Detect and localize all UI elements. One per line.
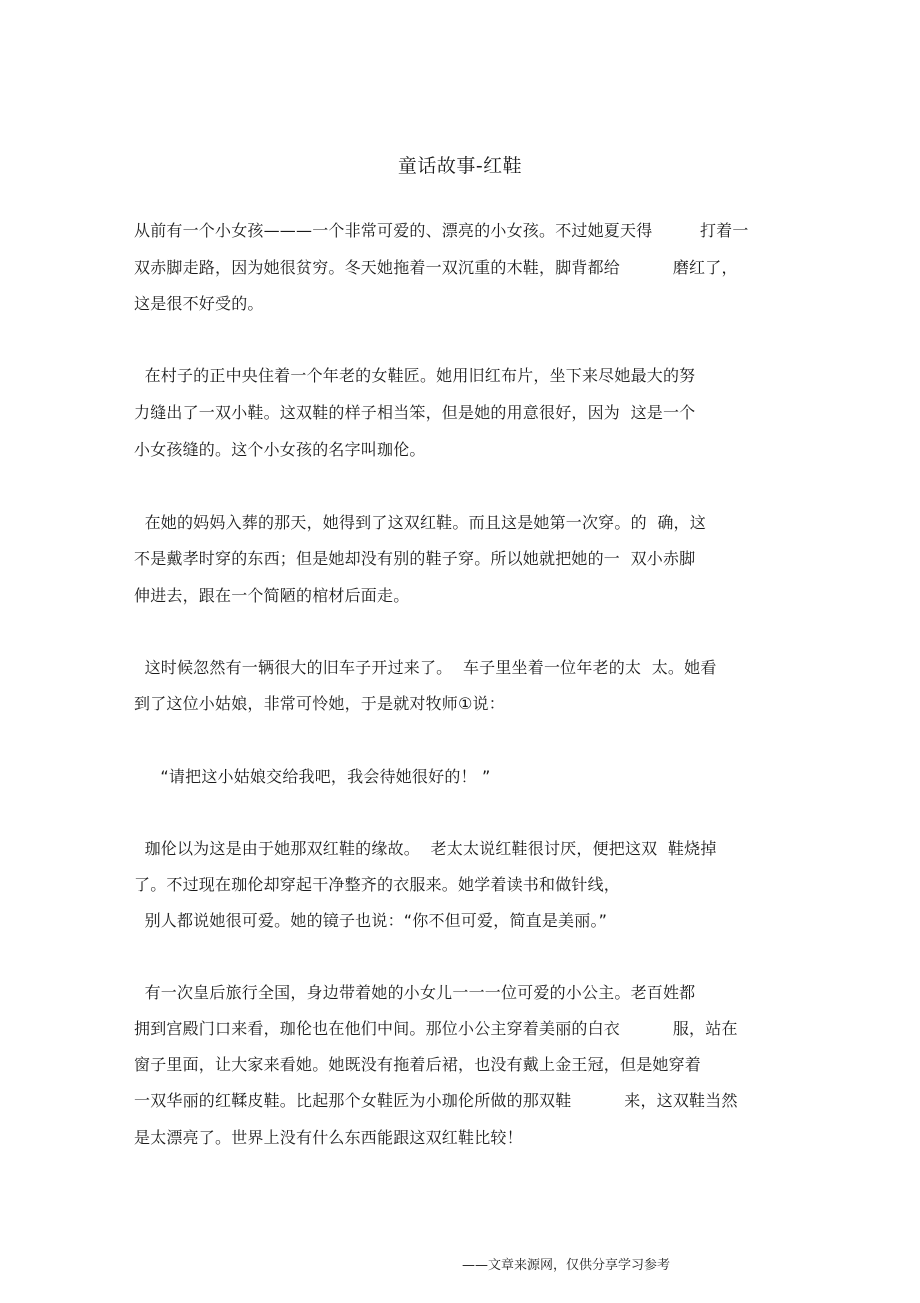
paragraph-7-line-2: 拥到宫殿门口来看，珈伦也在他们中间。那位小公主穿着美丽的白衣 服，站在 xyxy=(134,1019,738,1038)
paragraph-2-line-2: 力缝出了一双小鞋。这双鞋的样子相当笨，但是她的用意很好，因为 这是一个 xyxy=(134,403,696,422)
paragraph-4-line-1: 这时候忽然有一辆很大的旧车子开过来了。 车子里坐着一位年老的太 太。她看 xyxy=(134,658,717,677)
paragraph-1-line-2: 双赤脚走路，因为她很贫穷。冬天她拖着一双沉重的木鞋，脚背都给 磨红了， xyxy=(134,258,738,277)
paragraph-3-line-1: 在她的妈妈入葬的那天，她得到了这双红鞋。而且这是她第一次穿。的 确，这 xyxy=(134,513,706,532)
paragraph-7-line-4: 一双华丽的红鞣皮鞋。比起那个女鞋匠为小珈伦所做的那双鞋 来，这双鞋当然 xyxy=(134,1091,738,1110)
page-title: 童话故事-红鞋 xyxy=(397,155,523,177)
paragraph-3-line-2: 不是戴孝时穿的东西；但是她却没有别的鞋子穿。所以她就把她的一 双小赤脚 xyxy=(134,549,696,568)
paragraph-5-quote: “请把这小姑娘交给我吧，我会待她很好的！ ” xyxy=(134,767,491,786)
paragraph-6-line-3: 别人都说她很可爱。她的镜子也说：“你不但可爱，简直是美丽。” xyxy=(134,911,608,930)
paragraph-7-line-3: 窗子里面，让大家来看她。她既没有拖着后裙，也没有戴上金王冠，但是她穿着 xyxy=(134,1055,702,1074)
paragraph-1-line-1: 从前有一个小女孩———一个非常可爱的、漂亮的小女孩。不过她夏天得 打着一 xyxy=(134,221,749,240)
footer-source-note: ——文章来源网，仅供分享学习参考 xyxy=(462,1258,671,1273)
paragraph-2-line-1: 在村子的正中央住着一个年老的女鞋匠。她用旧红布片，坐下来尽她最大的努 xyxy=(134,366,696,385)
paragraph-2-line-3: 小女孩缝的。这个小女孩的名字叫珈伦。 xyxy=(134,440,426,459)
paragraph-1-line-3: 这是很不好受的。 xyxy=(134,294,264,313)
paragraph-6-line-2: 了。不过现在珈伦却穿起干净整齐的衣服来。她学着读书和做针线， xyxy=(134,875,621,894)
paragraph-3-line-3: 伸进去，跟在一个简陋的棺材后面走。 xyxy=(134,586,410,605)
paragraph-4-line-2: 到了这位小姑娘，非常可怜她，于是就对牧师①说： xyxy=(134,694,505,713)
paragraph-7-line-5: 是太漂亮了。世界上没有什么东西能跟这双红鞋比较！ xyxy=(134,1128,523,1147)
paragraph-7-line-1: 有一次皇后旅行全国，身边带着她的小女儿一一一位可爱的小公主。老百姓都 xyxy=(134,983,696,1002)
paragraph-6-line-1: 珈伦以为这是由于她那双红鞋的缘故。 老太太说红鞋很讨厌，便把这双 鞋烧掉 xyxy=(134,839,717,858)
